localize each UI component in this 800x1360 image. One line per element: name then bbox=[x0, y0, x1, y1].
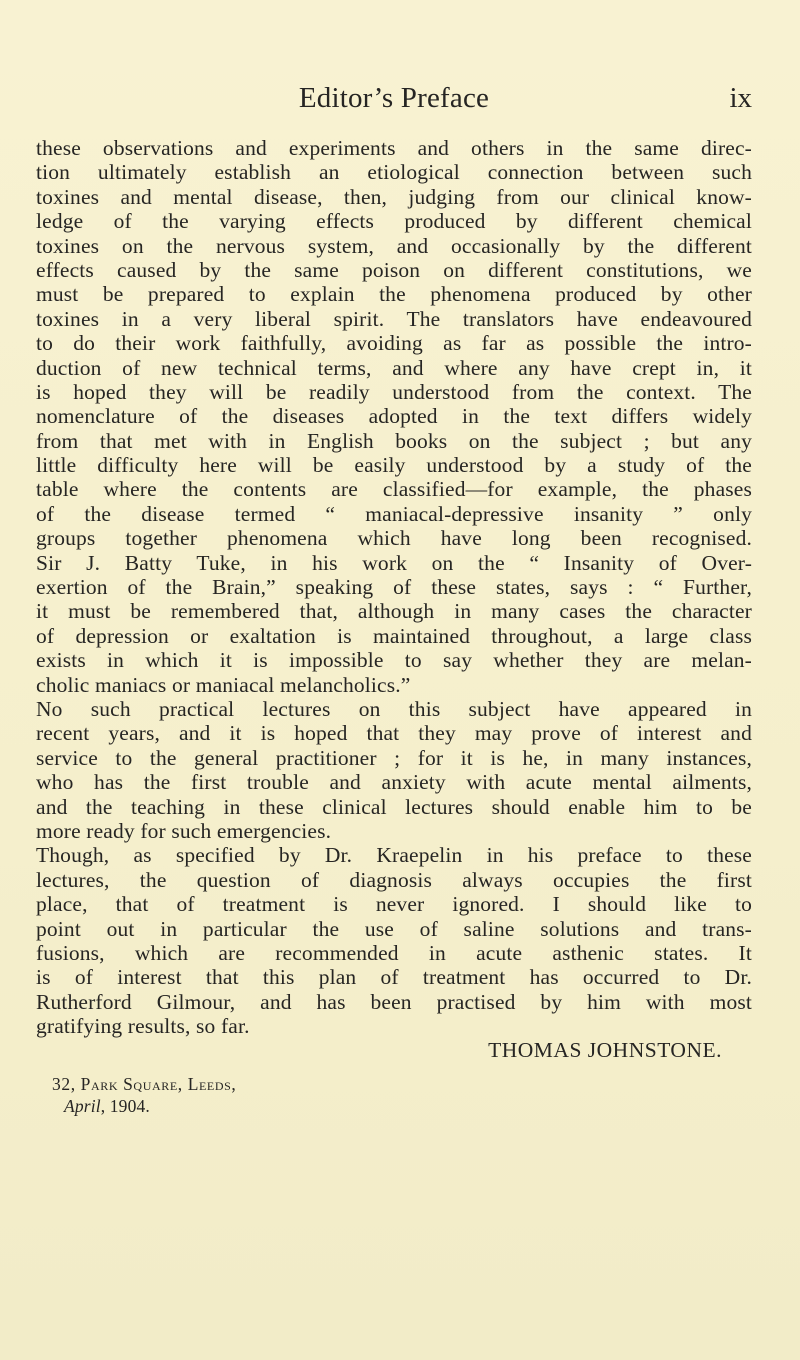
text-line: it must be remembered that, although in many cases the character bbox=[36, 599, 752, 624]
text-line: of the disease termed “ maniacal-depressive insanity ” only bbox=[36, 501, 752, 526]
text-line: must be prepared to explain the phenomena produced by other bbox=[36, 282, 752, 307]
text-line: exertion of the Brain,” speaking of these states, says : “ Further, bbox=[36, 575, 752, 600]
text-line: is hoped they will be readily understood from the context. The bbox=[36, 379, 752, 404]
address-line: 32, Park Square, Leeds, bbox=[52, 1073, 237, 1094]
text-line: little difficulty here will be easily understood by a study of the bbox=[36, 453, 752, 478]
text-line: groups together phenomena which have long been recognised. bbox=[36, 526, 752, 551]
text-line: toxines and mental disease, then, judging from our clinical know- bbox=[36, 184, 752, 209]
page-number: ix bbox=[729, 82, 752, 114]
text-line: who has the first trouble and anxiety with acute mental ailments, bbox=[36, 770, 752, 795]
preface-body bbox=[36, 136, 752, 1117]
text-line: more ready for such emergencies. bbox=[36, 818, 332, 843]
text-line: Sir J. Batty Tuke, in his work on the “ Insanity of Over- bbox=[36, 550, 752, 575]
text-line: to do their work faithfully, avoiding as far as possible the intro- bbox=[36, 331, 752, 356]
text-line: table where the contents are classified—for example, the phases bbox=[36, 477, 752, 502]
text-line: nomenclature of the diseases adopted in the text differs widely bbox=[36, 404, 752, 429]
date-year: , 1904. bbox=[100, 1095, 150, 1116]
text-line: lectures, the question of diagnosis always occupies the first bbox=[36, 867, 752, 892]
text-line: duction of new technical terms, and where any have crept in, it bbox=[36, 355, 752, 380]
text-line: effects caused by the same poison on different constitutions, we bbox=[36, 257, 752, 282]
text-line: place, that of treatment is never ignored. I should like to bbox=[36, 892, 752, 917]
text-line: point out in particular the use of saline solutions and trans- bbox=[36, 916, 752, 941]
author-signature: THOMAS JOHNSTONE. bbox=[488, 1038, 722, 1063]
page-title: Editor’s Preface bbox=[298, 82, 490, 114]
text-line: of depression or exaltation is maintained throughout, a large class bbox=[36, 623, 752, 648]
text-line: these observations and experiments and others in the same direc- bbox=[36, 136, 752, 160]
running-head bbox=[36, 78, 752, 118]
text-line: No such practical lectures on this subject have appeared in bbox=[36, 696, 752, 721]
text-line: is of interest that this plan of treatment has occurred to Dr. bbox=[36, 965, 752, 990]
text-line: toxines on the nervous system, and occasionally by the different bbox=[36, 233, 752, 258]
text-line: exists in which it is impossible to say whether they are melan- bbox=[36, 648, 752, 673]
text-line: ledge of the varying effects produced by different chemical bbox=[36, 209, 752, 234]
address-block bbox=[36, 1073, 752, 1117]
text-line: cholic maniacs or maniacal melancholics.” bbox=[36, 672, 411, 697]
text-line: Rutherford Gilmour, and has been practised by him with most bbox=[36, 989, 752, 1014]
date-month: April bbox=[64, 1095, 101, 1116]
text-line: and the teaching in these clinical lectures should enable him to be bbox=[36, 794, 752, 819]
date-line bbox=[52, 1095, 752, 1117]
text-line: from that met with in English books on the subject ; but any bbox=[36, 428, 752, 453]
text-line: toxines in a very liberal spirit. The translators have endeavoured bbox=[36, 306, 752, 331]
text-line: fusions, which are recommended in acute asthenic states. It bbox=[36, 940, 752, 965]
text-line: recent years, and it is hoped that they may prove of interest and bbox=[36, 721, 752, 746]
text-line: tion ultimately establish an etiological connection between such bbox=[36, 160, 752, 185]
text-line: service to the general practitioner ; for it is he, in many instances, bbox=[36, 745, 752, 770]
text-line: gratifying results, so far. bbox=[36, 1014, 250, 1039]
text-line: Though, as specified by Dr. Kraepelin in his preface to these bbox=[36, 843, 752, 868]
